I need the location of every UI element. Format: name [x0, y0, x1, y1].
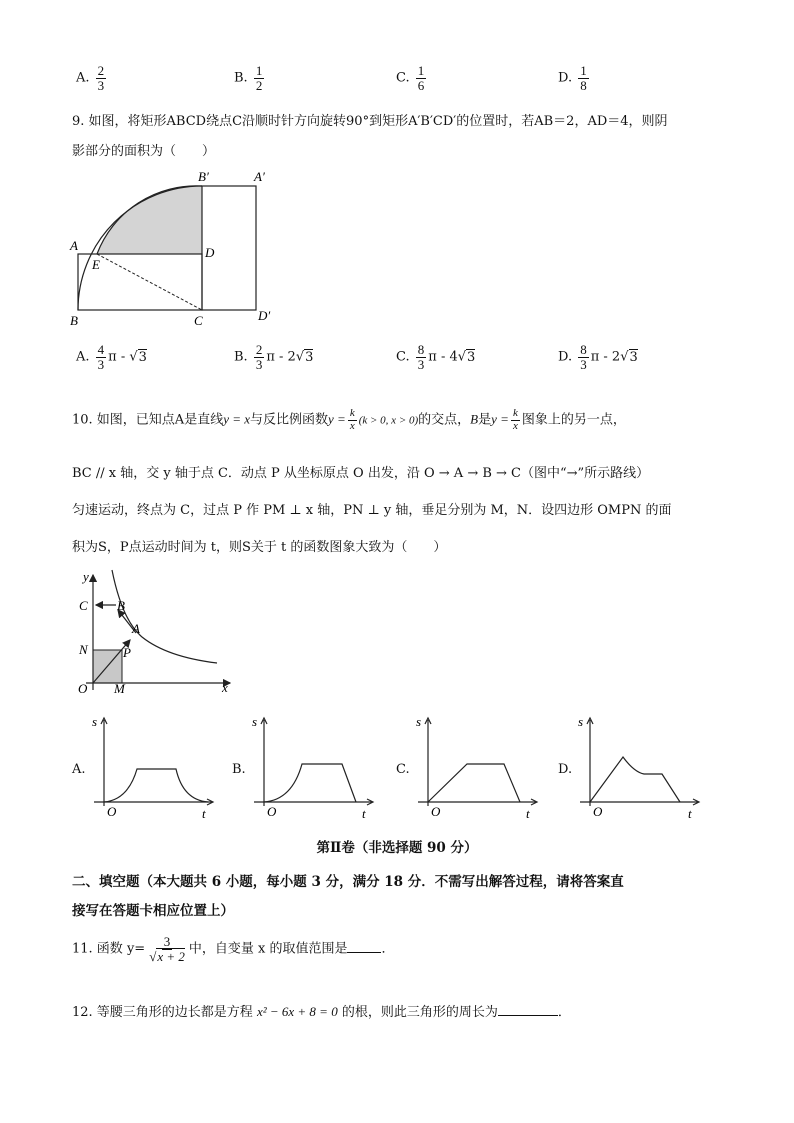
label-a: A	[132, 621, 140, 636]
option-letter: D.	[558, 349, 573, 365]
label-x: x	[222, 680, 228, 695]
equation-lhs: y =	[491, 411, 509, 427]
q8-option-a	[76, 64, 108, 92]
question-text: 中，自变量 x 的取值范围是	[188, 941, 348, 957]
q10-text-line2: BC // x 轴，交 y 轴于点 C．动点 P 从坐标原点 O 出发，沿 O → A → B → C（图中“→”所示路线）	[72, 466, 650, 481]
text: 与反比例函数	[250, 412, 329, 428]
graph-curve	[264, 764, 356, 802]
label-e: E	[92, 257, 100, 272]
text: 的交点，	[418, 412, 471, 428]
s-label: s	[92, 714, 98, 729]
graph-curve	[428, 764, 520, 802]
s-label: s	[252, 714, 258, 729]
denominator: 3	[580, 356, 587, 372]
s-label: s	[578, 714, 584, 729]
text: 图象上的另一点，	[521, 412, 626, 428]
q9-option-a	[76, 343, 147, 371]
numerator: 2	[255, 342, 263, 357]
fraction	[254, 343, 265, 371]
q9-rectangle-rotation-figure	[64, 165, 284, 330]
label-a-prime: A′	[254, 169, 265, 184]
graph-d-letter: D.	[558, 762, 573, 777]
dashed-segment-ec	[97, 254, 202, 310]
q8-option-c	[396, 64, 428, 92]
numerator: 4	[97, 342, 105, 357]
q10-text-line1	[72, 408, 626, 432]
denominator: 6	[417, 77, 425, 93]
sqrt-sign: √	[295, 349, 305, 365]
numerator: 2	[97, 63, 105, 78]
label-m: M	[114, 681, 125, 696]
question-text: 的根，则此三角形的周长为	[341, 1005, 498, 1020]
answer-blank[interactable]	[498, 1015, 558, 1016]
label-o: O	[78, 681, 88, 696]
numerator: 1	[580, 63, 587, 78]
q10-text-line3: 匀速运动，终点为 C，过点 P 作 PM ⊥ x 轴，PN ⊥ y 轴，垂足分别为 M，N．设四边形 OMPN 的面	[72, 503, 672, 518]
graph-c-letter: C.	[396, 762, 410, 777]
radicand: 3	[467, 349, 476, 365]
q9-text-line1: 9. 如图，将矩形ABCD绕点C沿顺时针方向旋转90°到矩形A′B′CD′的位置时，若AB＝2，AD＝4，则阴	[72, 114, 668, 129]
numerator: 8	[580, 342, 587, 357]
t-label: t	[202, 806, 206, 821]
option-letter: A.	[76, 349, 90, 365]
denominator: x	[512, 419, 518, 432]
option-letter: A.	[76, 70, 90, 86]
numerator: 1	[417, 63, 425, 78]
text: 10. 如图，已知点A是直线	[72, 412, 224, 428]
q11-text	[72, 935, 395, 963]
sqrt-sign: √	[129, 349, 138, 365]
graph-curve	[104, 769, 208, 802]
label-c: C	[194, 313, 203, 328]
fraction-k-over-x	[511, 408, 520, 432]
expression-tail: π - 2	[266, 349, 296, 365]
graph-curve	[590, 757, 680, 802]
sqrt-sign: √	[620, 349, 629, 365]
origin-label: O	[267, 804, 277, 819]
question-prefix: 11. 函数 y=	[72, 941, 146, 957]
option-letter: B.	[234, 70, 248, 86]
label-y: y	[83, 569, 89, 584]
denominator: 3	[255, 356, 263, 372]
section-heading-line1: 二、填空题（本大题共 6 小题，每小题 3 分，满分 18 分．不需写出解答过程，请将答案直	[72, 874, 624, 890]
denominator: 8	[580, 77, 587, 93]
radicand: 3	[138, 349, 147, 365]
denominator: 3	[417, 356, 425, 372]
t-label: t	[688, 806, 692, 821]
fraction	[416, 343, 427, 371]
graph-option-a	[90, 714, 220, 822]
text: 是	[478, 412, 492, 428]
graph-option-b	[250, 714, 380, 822]
fraction	[578, 343, 589, 371]
radicand: 3	[629, 349, 638, 365]
graph-option-c	[414, 714, 544, 822]
denominator: x	[349, 419, 355, 432]
question-prefix: 12. 等腰三角形的边长都是方程	[72, 1005, 253, 1020]
equation: x² − 6x + 8 = 0	[256, 1004, 338, 1019]
sqrt-sign: √	[457, 349, 467, 365]
label-p: P	[123, 645, 131, 660]
denominator: 3	[97, 77, 105, 93]
label-c: C	[79, 598, 88, 613]
option-letter: C.	[396, 349, 410, 365]
fraction	[416, 64, 427, 92]
equation-lhs: y =	[328, 411, 346, 427]
q12-text	[72, 1001, 571, 1020]
label-d: D	[205, 245, 215, 260]
denominator	[147, 950, 187, 964]
numerator: k	[512, 407, 518, 419]
period: ．	[557, 1005, 571, 1020]
option-letter: D.	[558, 70, 573, 86]
fraction	[254, 64, 265, 92]
label-a: A	[70, 238, 78, 253]
origin-label: O	[431, 804, 441, 819]
graph-a-letter: A.	[72, 762, 86, 777]
option-letter: B.	[234, 349, 248, 365]
graph-b-letter: B.	[232, 762, 246, 777]
denominator: 2	[255, 77, 263, 93]
period: ．	[381, 941, 395, 957]
fraction	[147, 935, 187, 963]
q9-option-b	[234, 343, 313, 371]
numerator: 3	[163, 934, 171, 949]
q9-option-d	[558, 343, 638, 371]
s-label: s	[416, 714, 422, 729]
origin-label: O	[593, 804, 603, 819]
label-d-prime: D′	[258, 308, 271, 323]
fraction	[96, 64, 107, 92]
origin-label: O	[107, 804, 117, 819]
equation-line: y = x	[223, 411, 251, 427]
q10-text-line4: 积为S，P点运动时间为 t，则S关于 t 的函数图象大致为（ ）	[72, 540, 447, 555]
label-n: N	[79, 642, 88, 657]
point-b: B	[470, 411, 479, 427]
t-label: t	[526, 806, 530, 821]
radicand: x + 2	[157, 948, 185, 964]
t-label: t	[362, 806, 366, 821]
option-letter: C.	[396, 70, 410, 86]
radicand: 3	[305, 349, 314, 365]
q9-text-line2: 影部分的面积为（ ）	[72, 144, 216, 159]
fraction-k-over-x	[348, 408, 357, 432]
part-two-title: 第Ⅱ卷（非选择题 90 分）	[316, 840, 478, 856]
q10-coordinate-figure	[72, 565, 242, 700]
q8-option-b	[234, 64, 266, 92]
numerator: k	[349, 407, 355, 419]
fraction	[578, 64, 589, 92]
label-b: B	[117, 598, 125, 613]
expression-tail: π - 4	[428, 349, 458, 365]
sqrt-sign: √	[149, 948, 157, 964]
label-b: B	[70, 313, 78, 328]
expression-tail: π - 2	[590, 349, 621, 365]
label-b-prime: B′	[198, 169, 209, 184]
numerator: 8	[417, 342, 425, 357]
section-heading-line2: 接写在答题卡相应位置上）	[72, 903, 234, 919]
graph-option-d	[576, 714, 706, 822]
numerator: 1	[255, 63, 263, 78]
expression-tail: π -	[108, 349, 130, 365]
answer-blank[interactable]	[347, 952, 381, 953]
fraction	[96, 343, 107, 371]
condition: (k > 0, x > 0)	[358, 414, 419, 427]
denominator: 3	[97, 356, 105, 372]
q8-option-d	[558, 64, 591, 92]
q9-option-c	[396, 343, 475, 371]
